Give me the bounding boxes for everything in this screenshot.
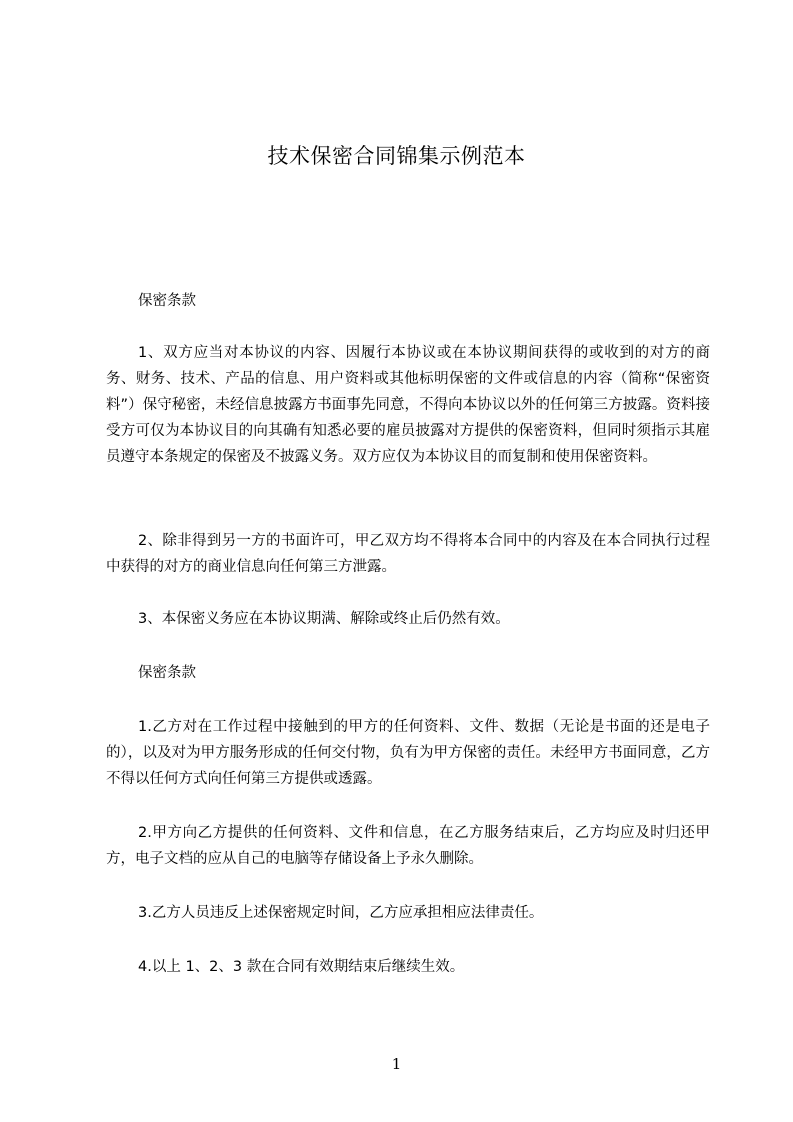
clause-1-2: 2、除非得到另一方的书面许可，甲乙双方均不得将本合同中的内容及在本合同执行过程中获得的对方的商业信息向任何第三方泄露。	[106, 533, 710, 575]
section-heading-1: 保密条款	[138, 293, 196, 309]
clause-2-3: 3.乙方人员违反上述保密规定时间，乙方应承担相应法律责任。	[138, 905, 544, 921]
clause-1-1: 1、双方应当对本协议的内容、因履行本协议或在本协议期间获得的或收到的对方的商务、财务、技术、产品的信息、用户资料或其他标明保密的文件或信息的内容（简称“保密资料”）保守秘密，未经信息披露方书面事先同意，不得向本协议以外的任何第三方披露。资料接受方可仅为本协议目的向其确有知悉必要的雇员披露对方提供的保密资料，但同时须指示其雇员遵守本条规定的保密及不披露义务。双方应仅为本协议目的而复制和使用保密资料。	[106, 345, 710, 465]
clause-2-4: 4.以上 1、2、3 款在合同有效期结束后继续生效。	[138, 959, 465, 975]
section-heading-2: 保密条款	[138, 665, 196, 681]
document-title: 技术保密合同锦集示例范本	[267, 144, 526, 168]
page-number: 1	[391, 1055, 402, 1073]
clause-2-1: 1.乙方对在工作过程中接触到的甲方的任何资料、文件、数据（无论是书面的还是电子的），以及对为甲方服务形成的任何交付物，负有为甲方保密的责任。未经甲方书面同意，乙方不得以任何方式向任何第三方提供或透露。	[106, 719, 710, 787]
clause-1-3: 3、本保密义务应在本协议期满、解除或终止后仍然有效。	[138, 611, 510, 627]
clause-2-2: 2.甲方向乙方提供的任何资料、文件和信息，在乙方服务结束后，乙方均应及时归还甲方，电子文档的应从自己的电脑等存储设备上予永久删除。	[106, 825, 710, 867]
